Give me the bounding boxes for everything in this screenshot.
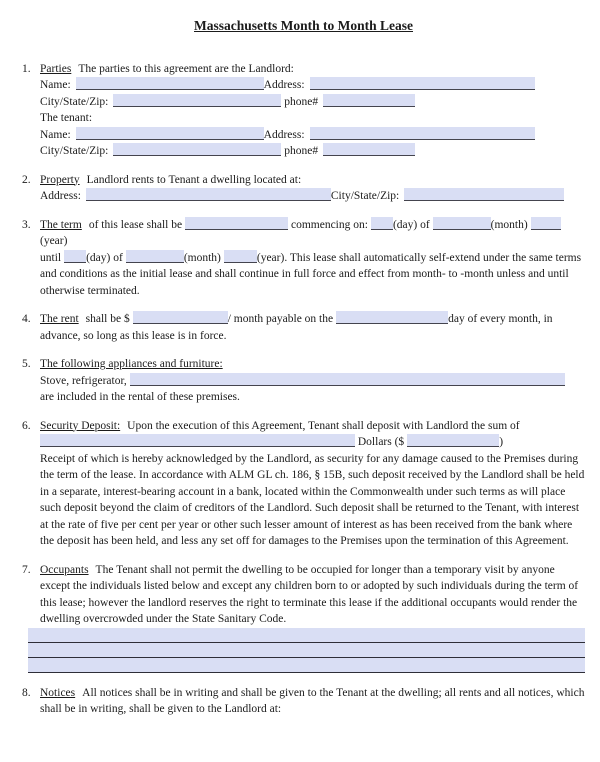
appliances-field[interactable] <box>130 373 565 386</box>
name-label: Name: <box>40 128 71 141</box>
landlord-city-state-zip-field[interactable] <box>113 94 281 107</box>
deposit-amount-words-field[interactable] <box>40 434 355 447</box>
occupants-line-3-field[interactable] <box>28 658 585 673</box>
address-label: Address: <box>40 190 81 202</box>
section-parties <box>22 61 585 160</box>
term-text: (year). This lease shall automatically self-extend under the same terms and conditions as the initial lease and shall continue in full force and effect from month- to -month unless and until otherwise terminated. <box>40 251 582 297</box>
occupants-line-2-field[interactable] <box>28 643 585 658</box>
section-number: 2. <box>22 173 31 186</box>
section-number: 8. <box>22 686 31 699</box>
term-length-field[interactable] <box>185 217 288 230</box>
landlord-address-field[interactable] <box>310 77 535 90</box>
name-label: Name: <box>40 79 71 91</box>
section-number: 6. <box>22 419 31 432</box>
section-notices <box>22 685 585 718</box>
security-deposit-body: Receipt of which is hereby acknowledged by the Landlord, as security for any damage caused to the Premises during the term of the lease. In accordance with ALM GL ch. 186, § 15B, such deposit received by the Landlord shall be held in a separate, interest-bearing account in a bank, located within the Commonwealth under such terms as will place such deposit beyond the claim of creditors of the Landlord. Such deposit shall be returned to the Tenant, with interest at the rate of five per cent per year or other such lesser amount of interest as has been received from the bank where the deposit has been held, and less any set off for damages to the Premises upon the termination of this Agreement. <box>40 452 585 547</box>
landlord-phone-field[interactable] <box>323 94 415 107</box>
section-occupants <box>22 562 585 673</box>
phone-label: phone# <box>284 145 319 157</box>
city-state-zip-label: City/State/Zip: <box>40 95 109 108</box>
security-deposit-text: Dollars ($ <box>357 436 405 448</box>
parties-heading: Parties <box>40 62 72 75</box>
property-city-state-zip-field[interactable] <box>404 188 564 201</box>
appliances-suffix: are included in the rental of these premises. <box>40 391 240 403</box>
occupants-line-1-field[interactable] <box>28 628 585 643</box>
appliances-heading: The following appliances and furniture: <box>40 358 223 370</box>
property-heading: Property <box>40 173 80 186</box>
rent-text: / month payable on the <box>227 313 334 325</box>
term-text: (day) of <box>86 251 123 264</box>
city-state-zip-label: City/State/Zip: <box>40 145 109 157</box>
term-heading: The term <box>40 218 82 231</box>
section-term <box>22 217 585 300</box>
rent-due-day-field[interactable] <box>336 311 448 324</box>
appliances-prefix: Stove, refrigerator, <box>40 374 127 387</box>
commence-day-field[interactable] <box>371 217 393 230</box>
tenant-name-field[interactable] <box>76 127 264 140</box>
tenant-label: The tenant: <box>40 112 93 124</box>
occupants-heading: Occupants <box>40 563 89 576</box>
section-number: 1. <box>22 62 31 75</box>
rent-amount-field[interactable] <box>133 311 228 324</box>
phone-label: phone# <box>284 95 319 108</box>
section-number: 4. <box>22 313 31 325</box>
section-security-deposit <box>22 418 585 550</box>
section-property <box>22 172 585 205</box>
term-text: (month) <box>490 218 528 231</box>
tenant-phone-field[interactable] <box>323 143 415 156</box>
commence-month-field[interactable] <box>433 217 491 230</box>
property-intro: Landlord rents to Tenant a dwelling located at: <box>86 173 302 186</box>
rent-text: day of every month, in advance, so long as this lease is in force. <box>40 313 553 342</box>
term-text: until <box>40 251 62 264</box>
parties-intro: The parties to this agreement are the Landlord: <box>78 62 294 75</box>
section-number: 7. <box>22 563 31 576</box>
until-year-field[interactable] <box>224 250 257 263</box>
until-month-field[interactable] <box>126 250 184 263</box>
property-address-field[interactable] <box>86 188 331 201</box>
deposit-amount-number-field[interactable] <box>407 434 499 447</box>
section-number: 3. <box>22 218 31 231</box>
section-appliances <box>22 356 585 406</box>
page-title: Massachusetts Month to Month Lease <box>194 18 413 33</box>
rent-heading: The rent <box>40 313 79 325</box>
term-text: (day) of <box>392 218 430 231</box>
until-day-field[interactable] <box>64 250 86 263</box>
occupants-body: The Tenant shall not permit the dwelling to be occupied for longer than a temporary visit by anyone except the individuals listed below and except any children born to or adopted by such individuals during the term of this lease; however the landlord reserves the right to terminate this lease if the additional occupants would render the dwelling overcrowded under the State Sanitary Code. <box>40 563 579 625</box>
section-rent <box>22 311 585 344</box>
commence-year-field[interactable] <box>531 217 561 230</box>
term-text: of this lease shall be <box>88 218 183 231</box>
rent-text: shall be $ <box>85 313 130 325</box>
address-label: Address: <box>263 79 305 91</box>
notices-heading: Notices <box>40 686 76 699</box>
city-state-zip-label: City/State/Zip: <box>330 190 400 202</box>
security-deposit-text: Upon the execution of this Agreement, Tenant shall deposit with Landlord the sum of <box>127 419 520 432</box>
term-text: (month) <box>183 251 221 264</box>
tenant-address-field[interactable] <box>310 127 535 140</box>
term-text: commencing on: <box>290 218 368 231</box>
notices-body: All notices shall be in writing and shall be given to the Tenant at the dwelling; all rents and all notices, which shall be in writing, shall be given to the Landlord at: <box>40 686 585 715</box>
security-deposit-text: ) <box>499 436 504 448</box>
term-text: (year) <box>40 235 68 247</box>
security-deposit-heading: Security Deposit: <box>40 419 121 432</box>
section-number: 5. <box>22 358 31 370</box>
tenant-city-state-zip-field[interactable] <box>113 143 281 156</box>
address-label: Address: <box>263 128 305 141</box>
landlord-name-field[interactable] <box>76 77 264 90</box>
